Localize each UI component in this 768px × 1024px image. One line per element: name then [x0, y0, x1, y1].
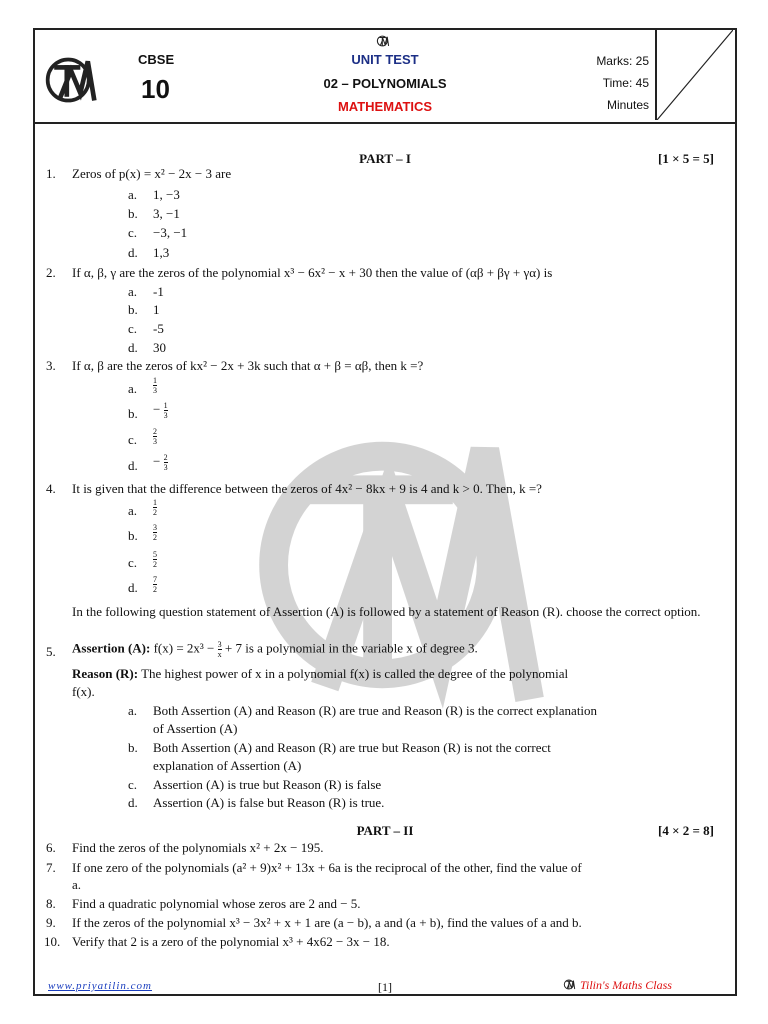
- board-label: CBSE: [138, 52, 175, 67]
- opt-letter: d.: [128, 795, 138, 810]
- q5-number: 5.: [46, 644, 56, 659]
- footer-website-link[interactable]: www.priyatilin.com: [48, 980, 152, 992]
- tm-footer-logo-icon: [563, 978, 576, 991]
- q2-option-b: 1: [153, 302, 160, 317]
- opt-letter: c.: [128, 321, 138, 336]
- q6-number: 6.: [46, 840, 56, 855]
- time-label: Time: 45: [602, 76, 649, 90]
- opt-letter: d.: [128, 580, 138, 595]
- opt-letter: b.: [128, 528, 138, 543]
- q5-option-c: Assertion (A) is true but Reason (R) is false: [153, 777, 382, 792]
- q1-option-c: −3, −1: [153, 225, 188, 240]
- q2-option-d: 30: [153, 340, 166, 355]
- q4-option-b: $\frac{3}{2}$: [153, 523, 157, 542]
- q3-text: If α, β are the zeros of kx² − 2x + 3k such that α + β = αβ, then k =?: [72, 358, 424, 373]
- minutes-label: Minutes: [606, 98, 649, 112]
- q1-text: Zeros of p(x) = x² − 2x − 3 are: [72, 166, 232, 181]
- q5-reason-cont: f(x).: [72, 684, 95, 699]
- q2-text: If α, β, γ are the zeros of the polynomial x³ − 6x² − x + 30 then the value of (αβ + βγ + γα) is: [72, 265, 553, 280]
- marks-label: Marks: 25: [596, 54, 649, 68]
- q9-text: If the zeros of the polynomial x³ − 3x² + x + 1 are (a − b), a and (a + b), find the values of a and b.: [72, 915, 582, 930]
- q1-option-d: 1,3: [153, 245, 170, 260]
- q5-option-a: Both Assertion (A) and Reason (R) are true and Reason (R) is the correct explanation: [153, 703, 598, 718]
- q10-text: Verify that 2 is a zero of the polynomial x³ + 4x62 − 3x − 18.: [72, 934, 390, 949]
- opt-letter: b.: [128, 206, 138, 221]
- q2-option-a: -1: [153, 284, 164, 299]
- opt-letter: c.: [128, 777, 138, 792]
- q5-option-b: Both Assertion (A) and Reason (R) are true but Reason (R) is not the correct: [153, 740, 551, 755]
- part-1-title: PART – I: [359, 151, 411, 166]
- q1-number: 1.: [46, 166, 56, 181]
- q7-number: 7.: [46, 860, 56, 875]
- opt-letter: b.: [128, 406, 138, 421]
- opt-letter: b.: [128, 740, 138, 755]
- q2-option-c: -5: [153, 321, 164, 336]
- opt-letter: a.: [128, 381, 138, 396]
- opt-letter: c.: [128, 225, 138, 240]
- q5-option-a-cont: of Assertion (A): [153, 721, 238, 736]
- q4-number: 4.: [46, 481, 56, 496]
- test-title: UNIT TEST: [351, 52, 419, 67]
- opt-letter: a.: [128, 284, 138, 299]
- q2-number: 2.: [46, 265, 56, 280]
- q3-option-b: − $\frac{1}{3}$: [153, 401, 168, 420]
- q3-option-a: $\frac{1}{3}$: [153, 376, 157, 395]
- opt-letter: a.: [128, 187, 138, 202]
- q10-number: 10.: [44, 934, 61, 949]
- opt-letter: c.: [128, 432, 138, 447]
- q5-option-b-cont: explanation of Assertion (A): [153, 758, 302, 773]
- q1-option-a: 1, −3: [153, 187, 180, 202]
- opt-letter: a.: [128, 503, 138, 518]
- assertion-instruction: In the following question statement of Assertion (A) is followed by a statement of Reason (R). choose the correct option.: [72, 604, 701, 619]
- q5-assertion: Assertion (A): f(x) = 2x³ − $\frac{3}{x}$ + 7 is a polynomial in the variable x of degree 3.: [72, 640, 478, 659]
- subject-title: MATHEMATICS: [337, 99, 433, 114]
- opt-letter: a.: [128, 703, 138, 718]
- q4-option-c: $\frac{5}{2}$: [153, 550, 157, 569]
- part-1-marks: [1 × 5 = 5]: [658, 151, 714, 166]
- opt-letter: d.: [128, 458, 138, 473]
- opt-letter: d.: [128, 245, 138, 260]
- page-number: [1]: [378, 980, 392, 994]
- q3-option-c: $\frac{2}{3}$: [153, 427, 157, 446]
- q7-text-cont: a.: [72, 877, 82, 892]
- q5-option-d: Assertion (A) is false but Reason (R) is true.: [153, 795, 385, 810]
- q8-text: Find a quadratic polynomial whose zeros are 2 and − 5.: [72, 896, 361, 911]
- part-2-marks: [4 × 2 = 8]: [658, 823, 714, 838]
- footer-brand: Tilin's Maths Class: [580, 978, 672, 992]
- grade-label: 10: [141, 74, 170, 104]
- q4-option-d: $\frac{7}{2}$: [153, 575, 157, 594]
- part-2-title: PART – II: [356, 823, 414, 838]
- q1-option-b: 3, −1: [153, 206, 180, 221]
- q3-number: 3.: [46, 358, 56, 373]
- q4-text: It is given that the difference between the zeros of 4x² − 8kx + 9 is 4 and k > 0. Then, k =?: [72, 481, 542, 496]
- opt-letter: b.: [128, 302, 138, 317]
- opt-letter: d.: [128, 340, 138, 355]
- q4-option-a: $\frac{1}{2}$: [153, 498, 157, 517]
- q5-reason: Reason (R): The highest power of x in a polynomial f(x) is called the degree of the polynomial: [72, 666, 569, 681]
- q6-text: Find the zeros of the polynomials x² + 2x − 195.: [72, 840, 324, 855]
- q3-option-d: − $\frac{2}{3}$: [153, 453, 168, 472]
- opt-letter: c.: [128, 555, 138, 570]
- q8-number: 8.: [46, 896, 56, 911]
- q9-number: 9.: [46, 915, 56, 930]
- q7-text: If one zero of the polynomials (a² + 9)x² + 13x + 6a is the reciprocal of the other, find the value of: [72, 860, 582, 875]
- chapter-title: 02 – POLYNOMIALS: [323, 76, 447, 91]
